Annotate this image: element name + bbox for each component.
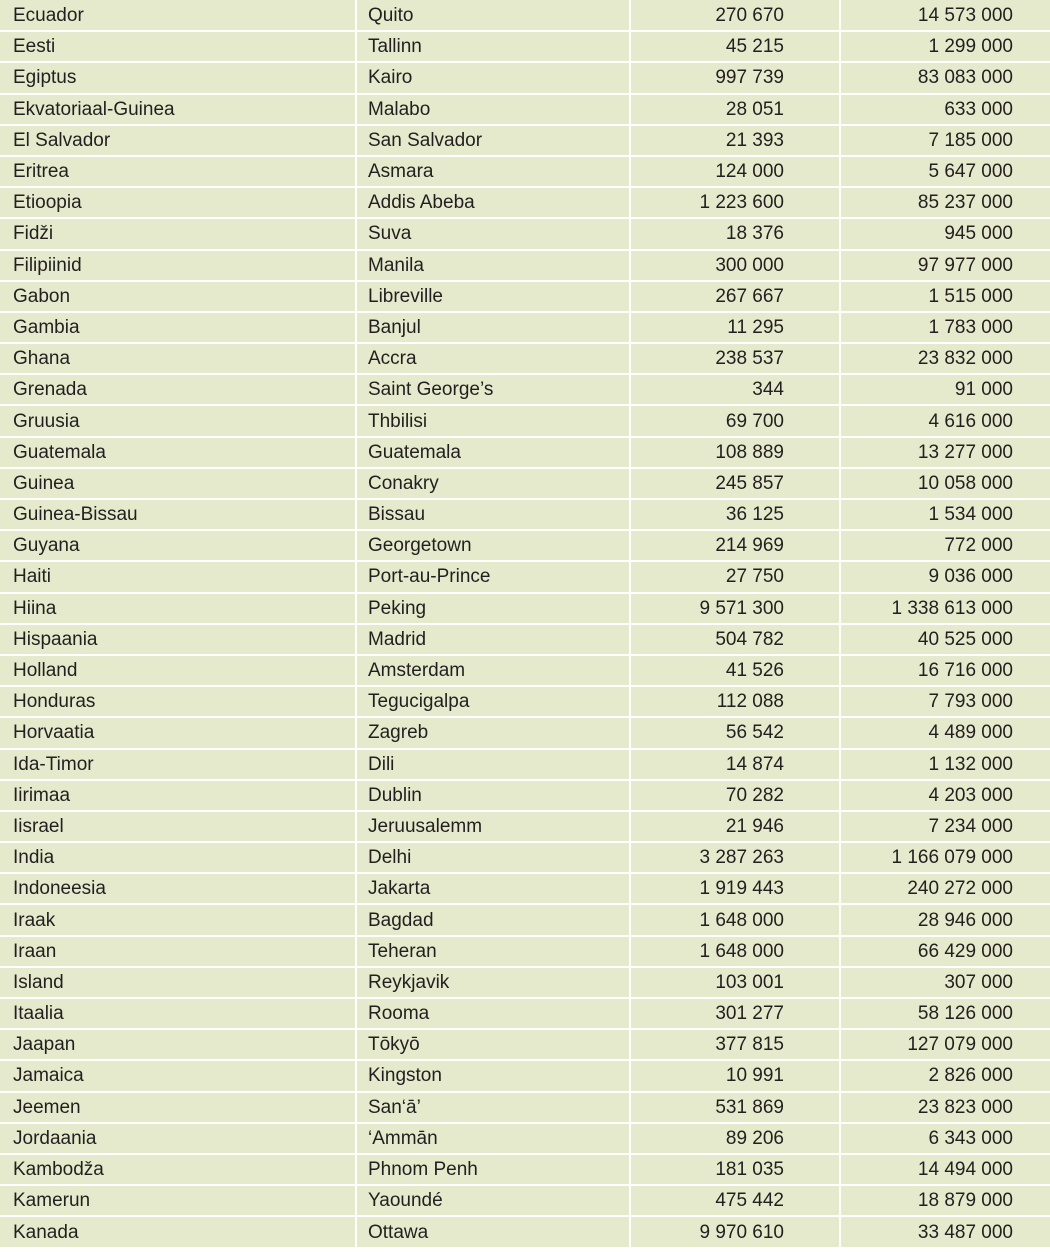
population-cell: 97 977 000 bbox=[840, 250, 1050, 281]
population-cell: 7 185 000 bbox=[840, 125, 1050, 156]
area-cell: 1 919 443 bbox=[630, 873, 840, 904]
table-row bbox=[0, 780, 1050, 811]
area-cell: 3 287 263 bbox=[630, 842, 840, 873]
table-row bbox=[0, 624, 1050, 655]
area-cell: 9 970 610 bbox=[630, 1216, 840, 1248]
country-cell: Jeemen bbox=[0, 1092, 356, 1123]
table-row bbox=[0, 250, 1050, 281]
table-row bbox=[0, 842, 1050, 873]
capital-cell: Phnom Penh bbox=[356, 1154, 630, 1185]
country-cell: Island bbox=[0, 967, 356, 998]
capital-cell: Quito bbox=[356, 0, 630, 31]
area-cell: 89 206 bbox=[630, 1123, 840, 1154]
table-row bbox=[0, 468, 1050, 499]
population-cell: 2 826 000 bbox=[840, 1060, 1050, 1091]
table-row bbox=[0, 593, 1050, 624]
capital-cell: Dili bbox=[356, 749, 630, 780]
capital-cell: Tegucigalpa bbox=[356, 686, 630, 717]
capital-cell: Zagreb bbox=[356, 717, 630, 748]
country-cell: Gabon bbox=[0, 281, 356, 312]
capital-cell: Kairo bbox=[356, 62, 630, 93]
area-cell: 28 051 bbox=[630, 94, 840, 125]
country-cell: Jordaania bbox=[0, 1123, 356, 1154]
country-cell: Itaalia bbox=[0, 998, 356, 1029]
country-cell: El Salvador bbox=[0, 125, 356, 156]
table-row bbox=[0, 749, 1050, 780]
table-row bbox=[0, 437, 1050, 468]
population-cell: 83 083 000 bbox=[840, 62, 1050, 93]
country-cell: Filipiinid bbox=[0, 250, 356, 281]
country-cell: Jaapan bbox=[0, 1029, 356, 1060]
population-cell: 307 000 bbox=[840, 967, 1050, 998]
country-cell: Guyana bbox=[0, 530, 356, 561]
table-row bbox=[0, 94, 1050, 125]
population-cell: 7 234 000 bbox=[840, 811, 1050, 842]
table-row bbox=[0, 811, 1050, 842]
area-cell: 124 000 bbox=[630, 156, 840, 187]
area-cell: 1 223 600 bbox=[630, 187, 840, 218]
country-cell: Gruusia bbox=[0, 405, 356, 436]
population-cell: 1 132 000 bbox=[840, 749, 1050, 780]
table-row bbox=[0, 31, 1050, 62]
area-cell: 1 648 000 bbox=[630, 936, 840, 967]
population-cell: 91 000 bbox=[840, 374, 1050, 405]
country-cell: Jamaica bbox=[0, 1060, 356, 1091]
table-row bbox=[0, 499, 1050, 530]
table-row bbox=[0, 312, 1050, 343]
area-cell: 18 376 bbox=[630, 218, 840, 249]
country-cell: Ghana bbox=[0, 343, 356, 374]
capital-cell: Libreville bbox=[356, 281, 630, 312]
country-cell: Hiina bbox=[0, 593, 356, 624]
capital-cell: Asmara bbox=[356, 156, 630, 187]
area-cell: 377 815 bbox=[630, 1029, 840, 1060]
population-cell: 9 036 000 bbox=[840, 561, 1050, 592]
population-cell: 1 783 000 bbox=[840, 312, 1050, 343]
area-cell: 475 442 bbox=[630, 1185, 840, 1216]
capital-cell: Dublin bbox=[356, 780, 630, 811]
capital-cell: ‘Ammān bbox=[356, 1123, 630, 1154]
country-cell: Ida-Timor bbox=[0, 749, 356, 780]
country-cell: Eesti bbox=[0, 31, 356, 62]
population-cell: 6 343 000 bbox=[840, 1123, 1050, 1154]
area-cell: 504 782 bbox=[630, 624, 840, 655]
capital-cell: Banjul bbox=[356, 312, 630, 343]
capital-cell: Thbilisi bbox=[356, 405, 630, 436]
population-cell: 1 338 613 000 bbox=[840, 593, 1050, 624]
table-row bbox=[0, 1060, 1050, 1091]
country-cell: Gambia bbox=[0, 312, 356, 343]
country-cell: Grenada bbox=[0, 374, 356, 405]
area-cell: 11 295 bbox=[630, 312, 840, 343]
capital-cell: Rooma bbox=[356, 998, 630, 1029]
area-cell: 238 537 bbox=[630, 343, 840, 374]
table-row bbox=[0, 405, 1050, 436]
table-row bbox=[0, 1092, 1050, 1123]
area-cell: 103 001 bbox=[630, 967, 840, 998]
area-cell: 21 393 bbox=[630, 125, 840, 156]
area-cell: 10 991 bbox=[630, 1060, 840, 1091]
country-cell: Guinea-Bissau bbox=[0, 499, 356, 530]
capital-cell: Addis Abeba bbox=[356, 187, 630, 218]
population-cell: 23 832 000 bbox=[840, 343, 1050, 374]
area-cell: 300 000 bbox=[630, 250, 840, 281]
population-cell: 945 000 bbox=[840, 218, 1050, 249]
area-cell: 214 969 bbox=[630, 530, 840, 561]
table-row bbox=[0, 1185, 1050, 1216]
table-row bbox=[0, 187, 1050, 218]
area-cell: 36 125 bbox=[630, 499, 840, 530]
population-cell: 4 616 000 bbox=[840, 405, 1050, 436]
table-row bbox=[0, 156, 1050, 187]
country-cell: Haiti bbox=[0, 561, 356, 592]
population-cell: 4 203 000 bbox=[840, 780, 1050, 811]
capital-cell: Delhi bbox=[356, 842, 630, 873]
capital-cell: Reykjavik bbox=[356, 967, 630, 998]
population-cell: 13 277 000 bbox=[840, 437, 1050, 468]
country-cell: Guinea bbox=[0, 468, 356, 499]
capital-cell: Accra bbox=[356, 343, 630, 374]
capital-cell: Madrid bbox=[356, 624, 630, 655]
table-row bbox=[0, 218, 1050, 249]
country-cell: Iraak bbox=[0, 904, 356, 935]
area-cell: 267 667 bbox=[630, 281, 840, 312]
table-row bbox=[0, 655, 1050, 686]
table-row bbox=[0, 1216, 1050, 1248]
population-cell: 23 823 000 bbox=[840, 1092, 1050, 1123]
table-row bbox=[0, 281, 1050, 312]
area-cell: 45 215 bbox=[630, 31, 840, 62]
country-cell: Ecuador bbox=[0, 0, 356, 31]
country-cell: Fidži bbox=[0, 218, 356, 249]
table-row bbox=[0, 374, 1050, 405]
capital-cell: Bissau bbox=[356, 499, 630, 530]
country-cell: Kamerun bbox=[0, 1185, 356, 1216]
capital-cell: Saint George’s bbox=[356, 374, 630, 405]
population-cell: 127 079 000 bbox=[840, 1029, 1050, 1060]
area-cell: 70 282 bbox=[630, 780, 840, 811]
population-cell: 1 299 000 bbox=[840, 31, 1050, 62]
table-row bbox=[0, 873, 1050, 904]
population-cell: 28 946 000 bbox=[840, 904, 1050, 935]
capital-cell: Conakry bbox=[356, 468, 630, 499]
population-cell: 240 272 000 bbox=[840, 873, 1050, 904]
country-cell: Kanada bbox=[0, 1216, 356, 1248]
capital-cell: Manila bbox=[356, 250, 630, 281]
population-cell: 16 716 000 bbox=[840, 655, 1050, 686]
table-row bbox=[0, 967, 1050, 998]
table-row bbox=[0, 936, 1050, 967]
population-cell: 66 429 000 bbox=[840, 936, 1050, 967]
area-cell: 9 571 300 bbox=[630, 593, 840, 624]
country-cell: Etioopia bbox=[0, 187, 356, 218]
country-cell: Iirimaa bbox=[0, 780, 356, 811]
capital-cell: San‘ā’ bbox=[356, 1092, 630, 1123]
area-cell: 21 946 bbox=[630, 811, 840, 842]
capital-cell: Kingston bbox=[356, 1060, 630, 1091]
table-row bbox=[0, 904, 1050, 935]
capital-cell: Teheran bbox=[356, 936, 630, 967]
area-cell: 1 648 000 bbox=[630, 904, 840, 935]
area-cell: 41 526 bbox=[630, 655, 840, 686]
population-cell: 5 647 000 bbox=[840, 156, 1050, 187]
population-cell: 4 489 000 bbox=[840, 717, 1050, 748]
population-cell: 40 525 000 bbox=[840, 624, 1050, 655]
area-cell: 69 700 bbox=[630, 405, 840, 436]
area-cell: 270 670 bbox=[630, 0, 840, 31]
country-cell: Guatemala bbox=[0, 437, 356, 468]
capital-cell: Tallinn bbox=[356, 31, 630, 62]
population-cell: 7 793 000 bbox=[840, 686, 1050, 717]
country-cell: Ekvatoriaal-Guinea bbox=[0, 94, 356, 125]
capital-cell: Suva bbox=[356, 218, 630, 249]
capital-cell: Georgetown bbox=[356, 530, 630, 561]
population-cell: 14 573 000 bbox=[840, 0, 1050, 31]
area-cell: 301 277 bbox=[630, 998, 840, 1029]
area-cell: 531 869 bbox=[630, 1092, 840, 1123]
area-cell: 344 bbox=[630, 374, 840, 405]
country-cell: Iisrael bbox=[0, 811, 356, 842]
area-cell: 997 739 bbox=[630, 62, 840, 93]
population-cell: 633 000 bbox=[840, 94, 1050, 125]
table-row bbox=[0, 343, 1050, 374]
population-cell: 772 000 bbox=[840, 530, 1050, 561]
area-cell: 181 035 bbox=[630, 1154, 840, 1185]
capital-cell: Port-au-Prince bbox=[356, 561, 630, 592]
area-cell: 56 542 bbox=[630, 717, 840, 748]
capital-cell: Guatemala bbox=[356, 437, 630, 468]
population-cell: 18 879 000 bbox=[840, 1185, 1050, 1216]
table-row bbox=[0, 62, 1050, 93]
country-cell: Egiptus bbox=[0, 62, 356, 93]
population-cell: 10 058 000 bbox=[840, 468, 1050, 499]
capital-cell: Malabo bbox=[356, 94, 630, 125]
country-cell: India bbox=[0, 842, 356, 873]
population-cell: 14 494 000 bbox=[840, 1154, 1050, 1185]
country-cell: Iraan bbox=[0, 936, 356, 967]
country-cell: Holland bbox=[0, 655, 356, 686]
capital-cell: Tōkyō bbox=[356, 1029, 630, 1060]
country-cell: Indoneesia bbox=[0, 873, 356, 904]
population-cell: 33 487 000 bbox=[840, 1216, 1050, 1248]
country-cell: Kambodža bbox=[0, 1154, 356, 1185]
country-cell: Horvaatia bbox=[0, 717, 356, 748]
country-cell: Hispaania bbox=[0, 624, 356, 655]
table-row bbox=[0, 717, 1050, 748]
area-cell: 245 857 bbox=[630, 468, 840, 499]
capital-cell: Ottawa bbox=[356, 1216, 630, 1248]
capital-cell: San Salvador bbox=[356, 125, 630, 156]
table-row bbox=[0, 125, 1050, 156]
table-row bbox=[0, 998, 1050, 1029]
table-row bbox=[0, 1154, 1050, 1185]
population-cell: 1 166 079 000 bbox=[840, 842, 1050, 873]
population-cell: 58 126 000 bbox=[840, 998, 1050, 1029]
capital-cell: Amsterdam bbox=[356, 655, 630, 686]
area-cell: 112 088 bbox=[630, 686, 840, 717]
capital-cell: Jakarta bbox=[356, 873, 630, 904]
country-cell: Honduras bbox=[0, 686, 356, 717]
area-cell: 108 889 bbox=[630, 437, 840, 468]
table-row bbox=[0, 1029, 1050, 1060]
table-row bbox=[0, 1123, 1050, 1154]
population-cell: 1 534 000 bbox=[840, 499, 1050, 530]
table-row bbox=[0, 530, 1050, 561]
capital-cell: Bagdad bbox=[356, 904, 630, 935]
table-row bbox=[0, 561, 1050, 592]
country-cell: Eritrea bbox=[0, 156, 356, 187]
capital-cell: Jeruusalemm bbox=[356, 811, 630, 842]
table-row bbox=[0, 686, 1050, 717]
capital-cell: Peking bbox=[356, 593, 630, 624]
population-cell: 85 237 000 bbox=[840, 187, 1050, 218]
population-cell: 1 515 000 bbox=[840, 281, 1050, 312]
area-cell: 14 874 bbox=[630, 749, 840, 780]
area-cell: 27 750 bbox=[630, 561, 840, 592]
table-row bbox=[0, 0, 1050, 31]
capital-cell: Yaoundé bbox=[356, 1185, 630, 1216]
